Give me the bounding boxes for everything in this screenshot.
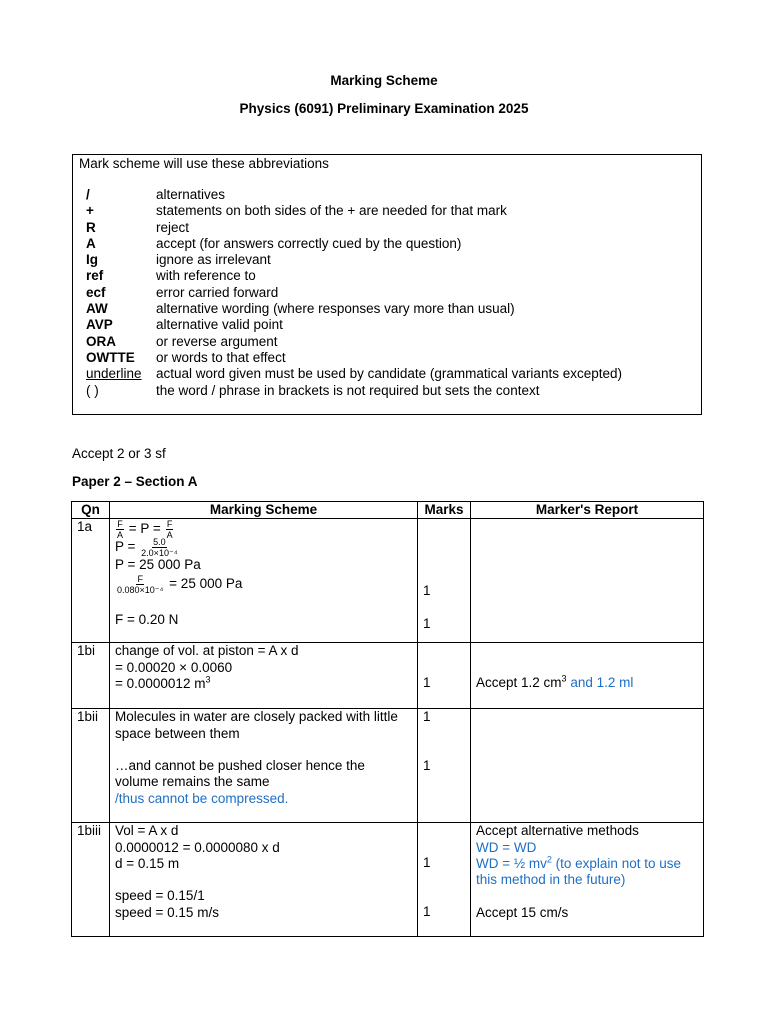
scheme-line: Vol = A x d [115,823,179,839]
abbreviation-meaning: alternative wording (where responses vary more than usual) [156,301,515,317]
table-row [72,643,704,709]
abbreviation-key: + [86,203,94,219]
mark: 1 [423,903,431,919]
abbreviation-key: ( ) [86,382,99,398]
qn-cell: 1bi [72,643,110,709]
scheme-line: speed = 0.15/1 [115,888,205,904]
marks-cell [418,709,471,823]
abbreviation-key: / [86,187,90,202]
abbreviation-key: ecf [86,284,106,300]
scheme-line: change of vol. at piston = A x d [115,643,299,659]
abbreviation-meaning: accept (for answers correctly cued by the question) [156,235,462,251]
abbreviation-row [86,236,622,252]
fraction: $\frac{F}{\text{0.080×10⁻⁴}}$ [117,573,164,595]
abbreviation-key: OWTTE [86,349,135,365]
qn-cell: 1biii [72,823,110,937]
document-title: Marking Scheme [330,73,438,88]
marks-cell [418,643,471,709]
fraction: $\frac{F}{A}$ [117,519,124,541]
header-markers-report: Marker's Report [471,502,704,519]
abbreviation-row [86,350,622,366]
mark: 1 [423,615,431,631]
header-qn: Qn [72,502,110,519]
scheme-line: P = $\frac{5.0}{\text{2.0×10⁻⁴}}$ [115,537,178,559]
scheme-line: P = 25 000 Pa [115,557,201,573]
abbreviation-meaning: the word / phrase in brackets is not required but sets the context [156,382,540,398]
document-subtitle: Physics (6091) Preliminary Examination 2025 [239,101,529,116]
scheme-line: d = 0.15 m [115,855,180,871]
abbreviation-row [86,220,622,236]
abbreviations-list [86,187,622,399]
abbreviation-row [86,334,622,350]
abbreviation-row [86,268,622,284]
report-cell [471,709,704,823]
scheme-line: /thus cannot be compressed. [115,790,289,806]
abbreviation-row [86,301,622,317]
report-cell [471,519,704,643]
scheme-line: Molecules in water are closely packed with little space between them [115,709,398,741]
abbreviation-meaning: ignore as irrelevant [156,252,271,268]
qn-cell: 1bii [72,709,110,823]
table-row [72,823,704,937]
header-marks: Marks [418,502,471,519]
table-row [72,709,704,823]
mark: 1 [423,757,431,773]
abbreviation-meaning: actual word given must be used by candidate (grammatical variants excepted) [156,366,622,382]
marks-cell [418,519,471,643]
abbreviation-key: Ig [86,252,98,268]
scheme-line: $\frac{F}{A}$ = P = $\frac{F}{A}$ [117,519,173,541]
fraction: $\frac{F}{A}$ [166,519,173,541]
section-title: Paper 2 – Section A [72,474,198,489]
abbreviation-meaning: or words to that effect [156,349,286,365]
abbreviation-meaning: reject [156,219,190,235]
scheme-line: F = 0.20 N [115,611,179,627]
abbreviation-row [86,187,622,203]
abbreviation-meaning: alternatives [156,187,226,202]
abbreviation-row [86,317,622,333]
abbreviation-row [86,366,622,382]
mark: 1 [423,583,431,599]
abbreviation-key: AVP [86,317,113,333]
abbreviation-meaning: statements on both sides of the + are needed for that mark [156,203,507,219]
abbreviation-meaning: or reverse argument [156,333,278,349]
scheme-cell [110,823,418,937]
scheme-line: …and cannot be pushed closer hence the volume remains the same [115,758,365,790]
abbreviation-key: R [86,219,96,235]
header-marking-scheme: Marking Scheme [110,502,418,519]
scheme-cell [110,643,418,709]
accept-sf-note: Accept 2 or 3 sf [72,446,166,461]
abbreviation-key: A [86,235,96,251]
report-cell: Accept alternative methods WD = WD WD = ½ $mv^2$ (to explain not to use this method in the future) Accept 15 cm/s [471,823,704,937]
scheme-line: = 0.0000012 $m^3$ [115,674,211,691]
marks-cell [418,823,471,937]
qn-cell: 1a [72,519,110,643]
scheme-line: 0.0000012 = 0.0000080 x d [115,839,280,855]
table-header-row [72,502,704,519]
abbreviations-box [72,154,702,415]
abbreviation-meaning: with reference to [156,268,256,284]
abbreviation-key: ORA [86,333,116,349]
abbreviation-key: ref [86,268,104,284]
scheme-line: $\frac{F}{\text{0.080×10⁻⁴}}$ = 25 000 Pa [117,573,243,595]
fraction: $\frac{5.0}{\text{2.0×10⁻⁴}}$ [141,537,178,559]
abbreviation-key: AW [86,301,108,317]
table-row [72,519,704,643]
mark: 1 [423,675,431,691]
abbreviation-row [86,285,622,301]
marking-scheme-table [71,501,704,937]
abbreviations-heading: Mark scheme will use these abbreviations [79,156,329,171]
abbreviation-row [86,203,622,219]
scheme-line: = 0.00020 × 0.0060 [115,659,233,675]
mark: 1 [423,709,431,725]
abbreviation-row [86,252,622,268]
abbreviation-meaning: alternative valid point [156,317,283,333]
mark: 1 [423,855,431,871]
scheme-line: speed = 0.15 m/s [115,904,219,920]
abbreviation-row [86,383,622,399]
scheme-cell [110,519,418,643]
report-cell: Accept 1.2 $cm^3$ and 1.2 ml [471,643,704,709]
abbreviation-key: underline [86,366,142,382]
scheme-cell [110,709,418,823]
abbreviation-meaning: error carried forward [156,284,279,300]
